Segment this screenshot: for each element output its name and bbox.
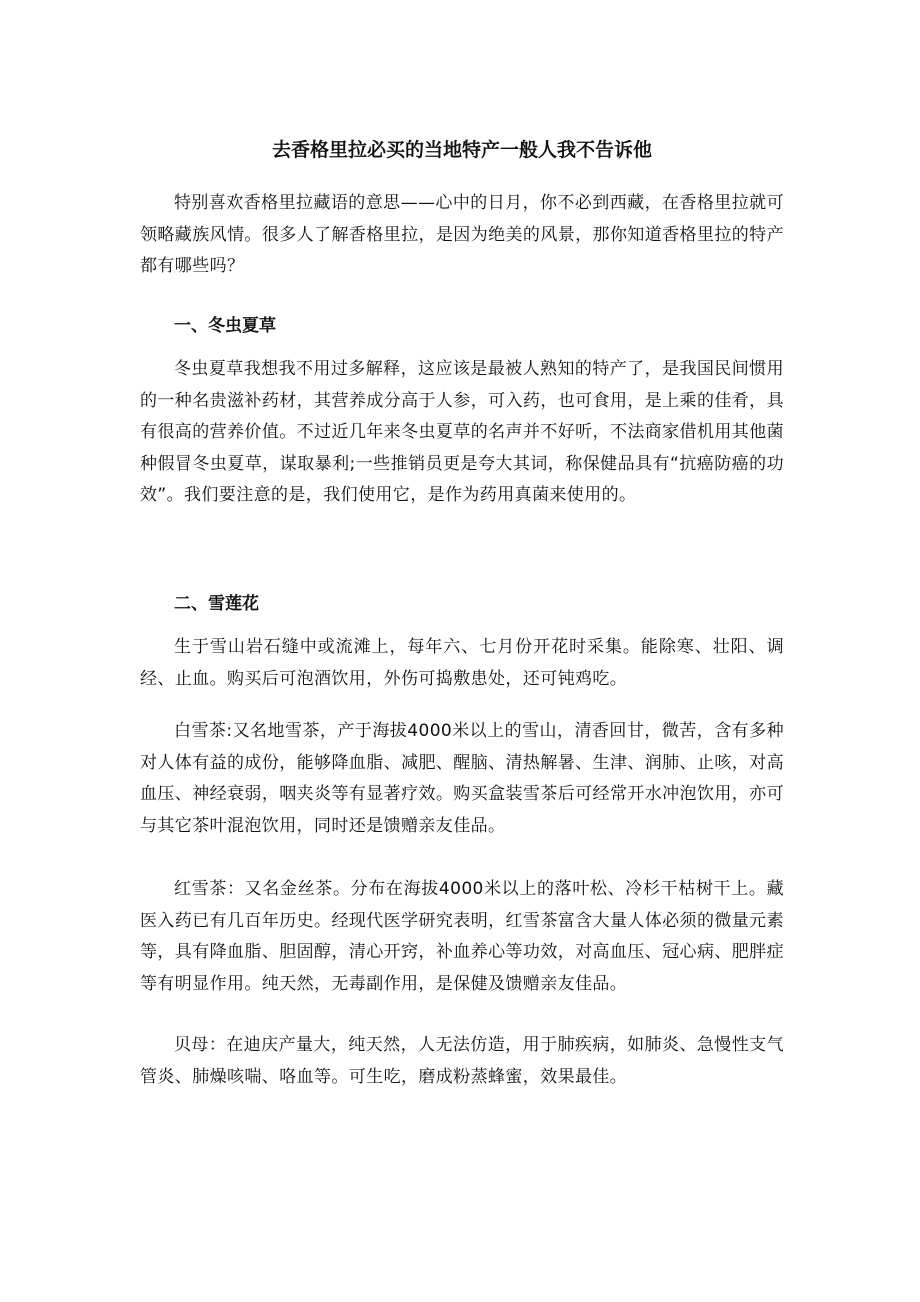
- section-heading-snow-lotus: 二、雪莲花: [174, 594, 259, 614]
- fritillaria-paragraph: 贝母：在迪庆产量大，纯天然，人无法仿造，用于肺疾病，如肺炎、急慢性支气管炎、肺燥咳喘、咯血等。可生吃，磨成粉蒸蜂蜜，效果最佳。: [140, 1035, 784, 1087]
- cordyceps-paragraph: 冬虫夏草我想我不用过多解释，这应该是最被人熟知的特产了，是我国民间惯用的一种名贵滋补药材，其营养成分高于人参，可入药，也可食用，是上乘的佳肴，具有很高的营养价值。不过近几年来冬虫夏草的名声并不好听，不法商家借机用其他菌种假冒冬虫夏草，谋取暴利;一些推销员更是夸大其词，称保健品具有“抗癌防癌的功效”。我们要注意的是，我们使用它，是作为药用真菌来使用的。: [140, 359, 784, 506]
- red-snow-tea-paragraph: 红雪茶：又名金丝茶。分布在海拔4000米以上的落叶松、冷杉干枯树干上。藏医入药已有几百年历史。经现代医学研究表明，红雪茶富含大量人体必须的微量元素等，具有降血脂、胆固醇，清心开窍，补血养心等功效，对高血压、冠心病、肥胖症等有明显作用。纯天然，无毒副作用，是保健及馈赠亲友佳品。: [140, 879, 784, 994]
- document-title: 去香格里拉必买的当地特产一般人我不告诉他: [271, 139, 652, 161]
- snow-lotus-paragraph: 生于雪山岩石缝中或流滩上，每年六、七月份开花时采集。能除寒、壮阳、调经、止血。购买后可泡酒饮用，外伤可捣敷患处，还可钝鸡吃。: [140, 637, 784, 689]
- intro-paragraph: 特别喜欢香格里拉藏语的意思——心中的日月，你不必到西藏，在香格里拉就可领略藏族风情。很多人了解香格里拉，是因为绝美的风景，那你知道香格里拉的特产都有哪些吗？: [140, 193, 784, 277]
- white-snow-tea-paragraph: 白雪茶:又名地雪茶，产于海拔4000米以上的雪山，清香回甘，微苦，含有多种对人体有益的成份，能够降血脂、减肥、醒脑、清热解暑、生津、润肺、止咳，对高血压、神经衰弱，咽夹炎等有显著疗效。购买盒装雪茶后可经常开水冲泡饮用，亦可与其它茶叶混泡饮用，同时还是馈赠亲友佳品。: [140, 721, 784, 836]
- section-heading-cordyceps: 一、冬虫夏草: [174, 316, 276, 336]
